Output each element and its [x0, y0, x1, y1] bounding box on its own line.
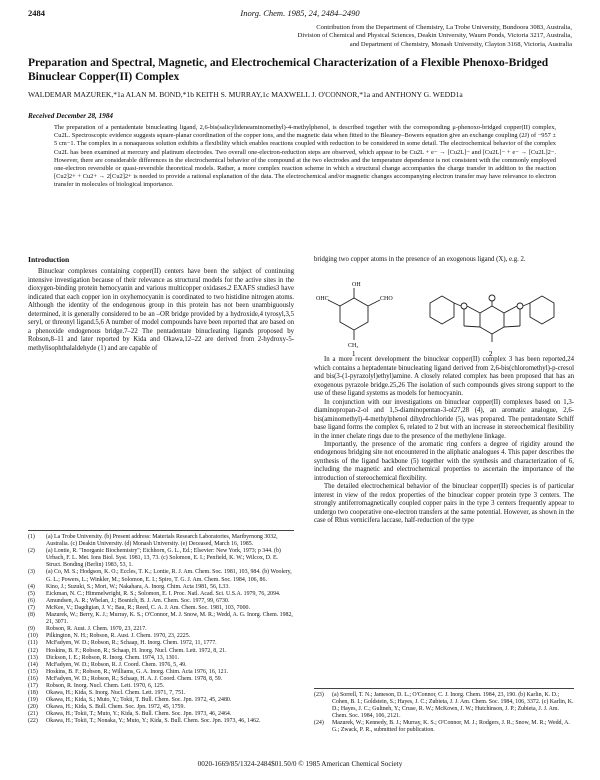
- footnote: (17) Robson, R. Inorg. Nucl. Chem. Lett. 1970, 6, 125.: [28, 682, 165, 689]
- footnote: (21) Okawa, H.; Tokii, T.; Muto, Y.; Kida, S. Bull. Chem. Soc. Jpn. 1973, 46, 2464.: [28, 711, 232, 718]
- svg-text:CH₃: CH₃: [348, 343, 359, 349]
- right-ring: [530, 296, 554, 324]
- footnote: (13) Dickson, I. E.; Robson, R. Inorg. Chem. 1974, 13, 1301.: [28, 654, 179, 661]
- body-paragraph: Importantly, the presence of the aromatic ring confers a degree of rigidity around the endogenous bridging site not encountered in the aliphatic analogues 4. This paper describes the synthesis of the ligand backbone (5) together with the synthesis and characterization of 6, including the magnetic and electrochemical properties to ascertain the importance of the introduction of stereochemical flexibility.: [314, 440, 574, 482]
- footnote: (24) Mazurek, W.; Kennedy, B. J.; Murray, K. S.; O'Connor, M. J.; Rodgers, J. R.; Snow, M. R.; Wedd, A. G.; Zwack, P. R., submitted for publication.: [314, 720, 570, 734]
- footnote: (18) Okawa, H.; Kida, S. Inorg. Nucl. Chem. Lett. 1971, 7, 751.: [28, 690, 186, 697]
- footnote: (9) Robson, R. Aust. J. Chem. 1970, 23, 2217.: [28, 626, 147, 633]
- benzene-ring-1: [340, 298, 368, 330]
- structure-figure: [314, 276, 574, 358]
- footnotes-right: [314, 688, 574, 735]
- footnote: (16) McFadyen, W. D.; Robson, R.; Schaap, H. A. J. Coord. Chem. 1978, 8, 59.: [28, 675, 223, 682]
- page-header: [28, 8, 572, 22]
- received-date: Received December 28, 1984: [28, 112, 114, 120]
- footnote: (12) Hoskins, B. F.; Robson, R.; Schaap, H. Inorg. Nucl. Chem. Lett. 1972, 8, 21.: [28, 647, 227, 654]
- left-column: [28, 256, 294, 353]
- section-heading-introduction: Introduction: [28, 255, 70, 264]
- copyright-footer: 0020-1669/85/1324-2484$01.50/0 © 1985 American Chemical Society: [197, 760, 403, 768]
- footnote: (22) Okawa, H.; Tokii, T.; Nonaka, Y.; Muto, Y.; Kida, S. Bull. Chem. Soc. Jpn. 1973, 46, 1462.: [28, 718, 261, 725]
- footnote: (15) Hoskins, B. F.; Robson, R.; Williams, G. A. Inorg. Chim. Acta 1976, 16, 121.: [28, 668, 229, 675]
- structure-2: [430, 295, 554, 342]
- journal-citation: Inorg. Chem. 1985, 24, 2484–2490: [240, 8, 360, 18]
- article-title: Preparation and Spectral, Magnetic, and Electrochemical Characterization of a Flexible Phenoxo-Bridged Binuclear Copper(II) Complex: [28, 57, 549, 83]
- affiliation-line: and Department of Chemistry, Monash University, Clayton 3168, Victoria, Australia: [349, 40, 572, 48]
- footnote: (1) (a) La Trobe University. (b) Present address: Materials Research Laboratories, Maribyrnong 3032, Australia. (c) Deakin University. (d) Monash University. (e) Deceased, March 16, 1985.: [28, 534, 278, 548]
- affiliation-line: Contribution from the Department of Chemistry, La Trobe University, Bundoora 3083, Australia,: [316, 24, 572, 31]
- body-paragraph: In a more recent development the binuclear copper(II) complex 3 has been reported,24 which contains a heptadentate binucleating ligand derived from 2,6-bis(chloromethyl)-p-cresol and bis(3-(1-pyrazolyl)ethyl)amine. A closely related complex has been proposed that has an exogenous pyrazole bridge.25,26 The isolation of such compounds gives strong support to the use of these ligand systems as models for hemocyanin.: [314, 356, 574, 398]
- footnotes-left: [28, 530, 294, 726]
- figure-label-2: 2: [489, 350, 493, 358]
- structure-1: [328, 288, 380, 340]
- footnote: (23) (a) Sorrell, T. N.; Jameson, D. L.; O'Connor, C. J. Inorg. Chem. 1984, 23, 190. (b) Karlin, K. D.; Cohen, B. I.; Goldstein, S.; Hayes, J. C.; Zubieta, J. J. Am. Chem. Soc. 1984, 106, 3372. (c) Karlin, K. D.; Hayes, J. C.; Gultneh, Y.; Cruse, R. W.; McKown, J. W.; Hutchinson, J. P.; Zubieta, J. J. Am. Chem. Soc. 1984, 106, 2121.: [314, 692, 574, 720]
- author-list: WALDEMAR MAZUREK,*1a ALAN M. BOND,*1b KEITH S. MURRAY,1c MAXWELL J. O'CONNOR,*1a and ANTHONY G. WEDD1a: [28, 90, 463, 99]
- footnote: (5) Eickman, N. C.; Himmelwright, R. S.; Solomon, E. I. Proc. Natl. Acad. Sci. U.S.A. 1979, 76, 2094.: [28, 590, 281, 597]
- svg-text:OH: OH: [352, 282, 361, 288]
- footnote: (8) Mazurek, W.; Berry, K. J.; Murray, K. S.; O'Connor, M. J. Snow, M. R.; Wedd, A. G. Inorg. Chem. 1982, 21, 3071.: [28, 612, 293, 626]
- affiliation-line: Division of Chemical and Physical Sciences, Deakin University, Waurn Ponds, Victoria 3217, Australia,: [297, 32, 572, 40]
- svg-text:OHC: OHC: [316, 296, 329, 302]
- footnote: (14) McFadyen, W. D.; Robson, R. J. Coord. Chem. 1976, 5, 49.: [28, 661, 187, 668]
- contribution-affiliations: [150, 24, 572, 49]
- footnote: (4) Kino, J.; Suzuki, S.; Mori, W.; Nakahara, A. Inorg. Chim. Acta 1981, 56, L33.: [28, 583, 230, 590]
- page-number: 2484: [28, 8, 45, 18]
- footnote: (20) Okawa, H.; Kida, S. Bull. Chem. Soc. Jpn. 1972, 45, 1759.: [28, 704, 185, 711]
- footnote: (10) Pilkington, N. H.; Robson, R. Aust. J. Chem. 1970, 23, 2225.: [28, 633, 191, 640]
- intro-paragraph: Binuclear complexes containing copper(II) centers have been the subject of continuing intensive investigation because of their relevance as structural models for the active sites in the dioxygen-binding protein hemocyanin and various multicopper oxidases.2 EXAFS studies3 have indicated that each copper ion in oxyhemocyanin is coordinated to two histidine nitrogen atoms. Although the identity of the endogenous group in this protein has not been unambiguously determined, it is generally considered to be an –OR bridge provided by a hydroxide,4 tyrosyl,3,5 seryl, or threonyl ligand.5,6 A number of model compounds have been reported that are based on a phenoxide endogenous bridge.7–22 The pentadentate binucleating ligands proposed by Robson,8–11 and later reported by Kida and Okawa,12–22 are derived from 2-hydroxy-5-methylisophthalaldehyde (1) and are capable of: [28, 268, 294, 352]
- svg-text:CHO: CHO: [380, 296, 393, 302]
- footnote: (7) McKee, V.; Dagdigian, J. V.; Bau, R.; Reed, C. A. J. Am. Chem. Soc. 1981, 103, 7000.: [28, 604, 250, 611]
- footnote: (2) (a) Lontie, R. "Inorganic Biochemistry"; Eichhorn, G. L., Ed.; Elsevier: New York, 1973; p 344. (b) Urbach, F. L. Met. Ions Biol. Syst. 1981, 13, 73. (c) Solomon, E. I.; Penfield, K. W.; Wilcox, D. E. Struct. Bonding (Berlin) 1983, 53, 1.: [28, 548, 281, 569]
- intro-continued: bridging two copper atoms in the presence of an exogenous ligand (X), e.g. 2.: [314, 256, 526, 263]
- body-paragraph: In conjunction with our investigations on binuclear copper(II) complexes based on 1,3-diaminopropan-2-ol and 1,5-diaminopentan-3-ol27,28 (4), an aromatic analogue, 2,6-bis(aminomethyl)-4-methylphenol dihydrochloride (5), was prepared. The pentadentate Schiff base ligand forms the complex 6, related to 2 but with an increase in stereochemical flexibility in the inner chelate rings due to the presence of the methylene linkage.: [314, 398, 574, 440]
- footnote: (19) Okawa, H.; Kida, S.; Muto, Y.; Tokii, T. Bull. Chem. Soc. Jpn. 1972, 45, 2480.: [28, 697, 232, 704]
- left-ring: [430, 296, 454, 324]
- footnote: (11) McFadyen, W. D.; Robson, R.; Schaap, H. Inorg. Chem. 1972, 11, 1777.: [28, 640, 217, 647]
- figure-label-1: 1: [352, 350, 356, 358]
- footnote: (3) (a) Co, M. S.; Hodgson, K. O.; Eccles, T. K.; Lontie, R. J. Am. Chem. Soc. 1981, 103, 984. (b) Woolery, G. L.; Powers, L.; Winkler, M.; Solomon, E. I.; Spiro, T. G. J. Am. Chem. Soc. 1984, 106, 86.: [28, 569, 292, 583]
- chemical-structures: [314, 276, 574, 358]
- footnote: (6) Amundsen, A. R.; Whelan, J.; Bosnich, B. J. Am. Chem. Soc. 1977, 99, 6730.: [28, 597, 230, 604]
- abstract: The preparation of a pentadentate binucleating ligand, 2,6-bis(salicylideneaminomethyl)-4-methylphenol, is described together with the corresponding μ-phenoxo-bridged copper(II) complex, Cu2L. Spectroscopic evidence suggests square-planar coordination of the copper ions, and the magnetic data when fitted to the Bleaney–Bowers equation give an exchange coupling (2J) of −957 ± 5 cm−1. The complex in a nonaqueous solution exhibits a flexibility which enables reactions coupled with reduction to be considered in some detail. The electrochemical behavior of the complex Cu2L has been examined at mercury and platinum electrodes. Two overall one-electron-reduction steps are observed, which appear to be Cu2L + e− → [Cu2L]− and [Cu2L]− + e− → [Cu2L]2−. However, there are considerable differences in the electrochemical behavior of the compound at the two electrodes and the temperature dependence is not consistent with the commonly employed one-electron reversible or quasi-reversible theoretical models. Rather, a more complex reaction scheme in which a structural change accompanies the charge transfer in addition to the reaction [Cu2]2+ + Cu2+ → 2[Cu2]2+ is needed to provide a rational explanation of the data. The electrochemical and/or magnetic changes accompanying electron transfer may have relevance to electron transfer in molecules of biological importance.: [54, 124, 556, 189]
- body-paragraph: The detailed electrochemical behavior of the binuclear copper(II) species is of particular interest in view of the redox properties of the binuclear copper protein type 3 centers. The strongly antiferromagnetically coupled copper pairs in the type 3 centers frequently appear to undergo two cooperative one-electron transfers at the same potential. However, as shown in the case of Rhus vernicifera laccase, half-reduction of the type: [314, 483, 574, 525]
- central-ring: [480, 306, 504, 334]
